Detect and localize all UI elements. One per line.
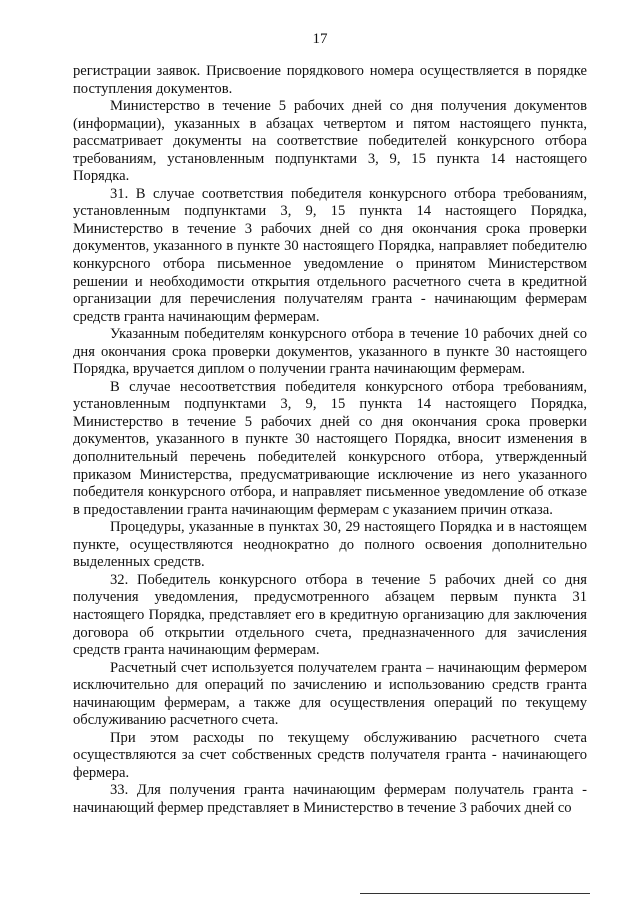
paragraph-service-expenses: При этом расходы по текущему обслуживанию расчетного счета осуществляются за счет собственных средств получателя гранта - начинающего фермера. (73, 729, 587, 781)
paragraph-non-compliance: В случае несоответствия победителя конкурсного отбора требованиям, установленным подпунктами 3, 9, 15 пункта 14 настоящего Порядка, Министерство в течение 5 рабочих дней со дня окончания срока проверки документов, указанного в пункте 30 настоящего Порядка, вносит изменения в дополнительный перечень победителей конкурсного отбора, утвержденный приказом Министерства, предусматривающие исключение из него указанного победителя конкурсного отбора, и направляет письменное уведомление об отказе в предоставлении гранта начинающим фермерам с указанием причин отказа. (73, 378, 587, 518)
page-number: 17 (312, 31, 328, 47)
paragraph-item-31: 31. В случае соответствия победителя конкурсного отбора требованиям, установленным подпунктами 3, 9, 15 пункта 14 настоящего Порядка, Министерство в течение 3 рабочих дней со дня окончания срока проверки документов, указанного в пункте 30 настоящего Порядка, направляет победителю конкурсного отбора письменное уведомление о принятом Министерством решении и необходимости открытия отдельного расчетного счета в кредитной организации для перечисления получателям гранта - начинающим фермерам средств гранта начинающим фермерам. (73, 185, 587, 325)
paragraph-diploma: Указанным победителям конкурсного отбора в течение 10 рабочих дней со дня окончания срока проверки документов, указанного в пункте 30 настоящего Порядка, вручается диплом о получении гранта начинающим фермерам. (73, 326, 587, 378)
paragraph-procedures: Процедуры, указанные в пунктах 30, 29 настоящего Порядка и в настоящем пункте, осуществляются неоднократно до полного освоения дополнительно выделенных средств. (73, 519, 587, 571)
paragraph-settlement-account: Расчетный счет используется получателем гранта – начинающим фермером исключительно для операций по зачислению и использованию средств гранта начинающим фермерам, а также для осуществления операций по текущему обслуживанию расчетного счета. (73, 659, 587, 729)
paragraph-continuation: регистрации заявок. Присвоение порядкового номера осуществляется в порядке поступления документов. (73, 63, 587, 97)
document-body (73, 63, 587, 818)
paragraph-item-32: 32. Победитель конкурсного отбора в течение 5 рабочих дней со дня получения уведомления, предусмотренного абзацем первым пункта 31 настоящего Порядка, представляет его в кредитную организацию для заключения договора об открытии отдельного счета, предназначенного для зачисления средств гранта начинающим фермерам. (73, 571, 587, 659)
paragraph-ministry-review: Министерство в течение 5 рабочих дней со дня получения документов (информации), указанных в абзацах четвертом и пятом настоящего пункта, рассматривает документы на соответствие победителей конкурсного отбора требованиям, установленным подпунктами 3, 9, 15 пункта 14 настоящего Порядка. (73, 98, 587, 185)
footer-rule (360, 893, 590, 894)
paragraph-item-33: 33. Для получения гранта начинающим фермерам получатель гранта - начинающий фермер представляет в Министерство в течение 3 рабочих дней со (73, 782, 587, 816)
